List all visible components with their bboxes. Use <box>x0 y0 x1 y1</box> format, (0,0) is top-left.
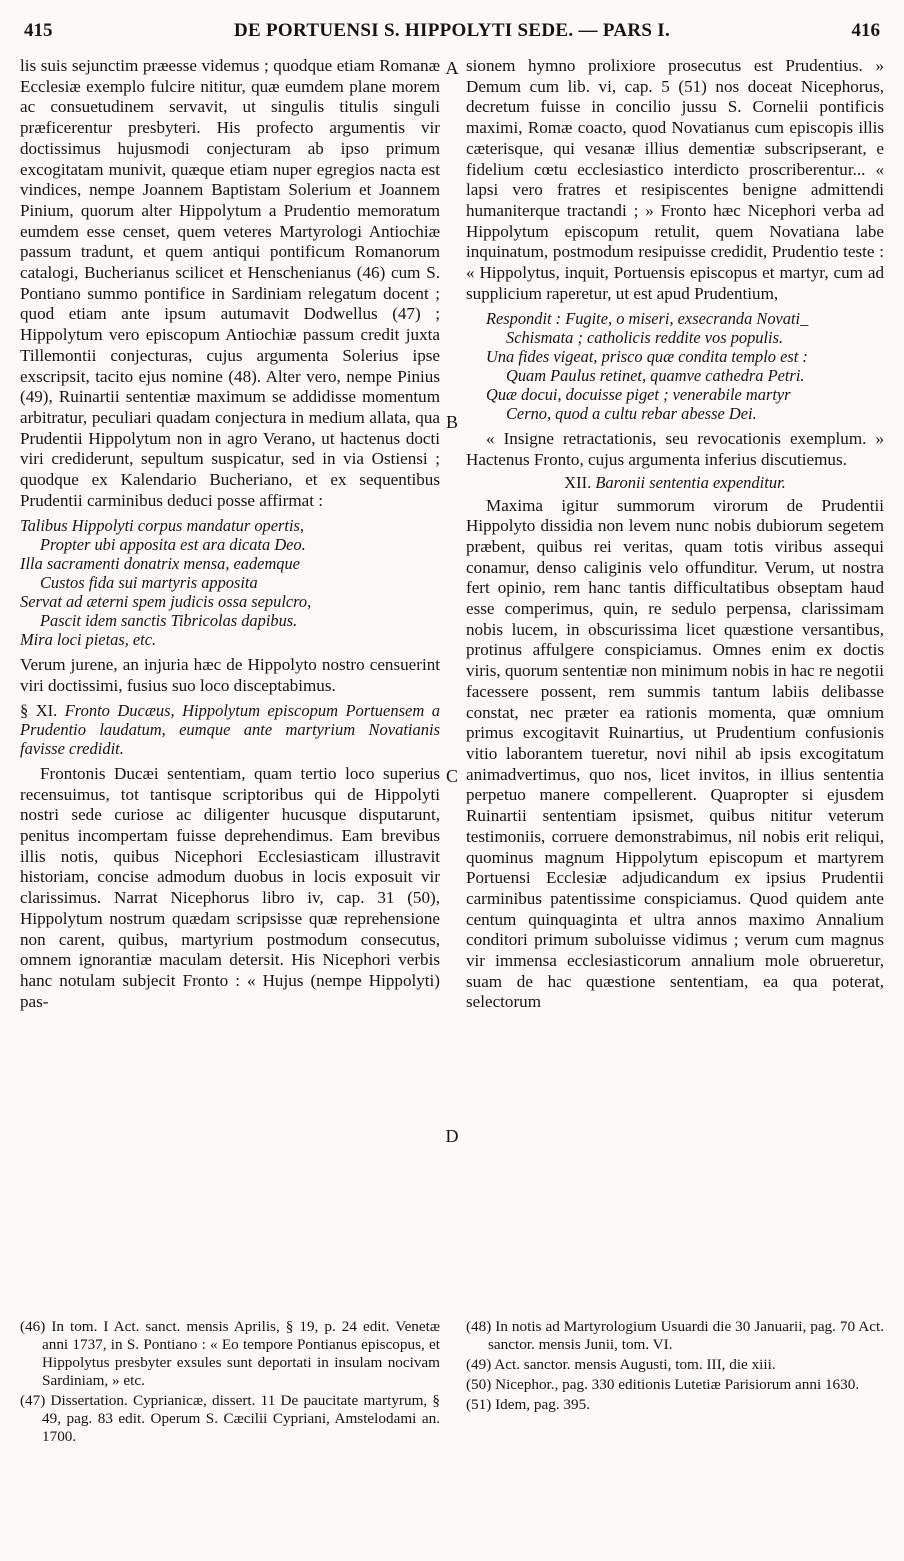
right-paragraph-3: Maxima igitur summorum virorum de Prudentii Hippolyto dissidia non levem nunc nobis dubiorum segetem præbent, quibus rei veritas, quam totis viribus assequi conamur, denso caliginis velo offunditur. Verum, ut nostra fert opinio, rem hanc tantis difficultatibus obseptam haud esse comperimus, quin, re sedulo perpensa, clarissimam nobis lucem, in obscurissima licet quæstione versantibus, protinus affulgere conspiciamus. Omnes enim ex doctis viris, quorum sententiæ non minimum nobis in hac re negotii facessere possent, rem summis tantum labiis delibasse constat, nec præter ea rationis momenta, quæ omnium primus excogitavit Ruinartius, ut Prudentium confusionis vitio laborantem tueretur, novi nihil ab ipsis excogitatum animadvertimus, quo nos, licet invitos, in illius sententia perpetuo manere compellerent. Quapropter si ejusdem Ruinartii sententiam ipsismet, quibus nititur veterum testimoniis, corruere demonstrabimus, nil nobis erit reliqui, quominus magnum Hippolytum episcopum et martyrem Portuensi Ecclesiæ adjudicandum ex ipsius Prudentii carminibus patentissime conspiciamus. Quod quidem ante centum quinquaginta et ultra annos maximo Annalium conditori primum suboluisse vidimus ; verum cum magnus vir immensa ecclesiasticorum annalium mole obrueretur, suam de hac quæstione sententiam, ea qua poterat, selectorum <box>466 495 884 1012</box>
left-paragraph-2: Verum jurene, an injuria hæc de Hippolyto nostro censuerint viri doctissimi, fusius suo loco disceptabimus. <box>20 655 440 696</box>
verse-line: Quæ docui, docuisse piget ; venerabile martyr <box>486 385 791 405</box>
verse-line: Custos fida sui martyris apposita <box>40 573 258 593</box>
footnote-50: (50) Nicephor., pag. 330 editionis Lutetiæ Parisiorum anni 1630. <box>466 1376 860 1393</box>
margin-letter-a: A <box>445 58 459 78</box>
section-title: Fronto Ducæus, Hippolytum episcopum Portuensem a Prudentio laudatum, eumque ante martyrium Novatianis favisse credidit. <box>20 700 440 758</box>
footnote-51: (51) Idem, pag. 395. <box>466 1396 590 1413</box>
left-verse-block <box>20 516 440 649</box>
verse-line: Quam Paulus retinet, quamve cathedra Petri. <box>506 366 805 386</box>
right-paragraph-2: « Insigne retractationis, seu revocationis exemplum. » Hactenus Fronto, cujus argumenta inferius discutiemus. <box>466 429 884 470</box>
section-title: Baronii sententia expenditur. <box>595 472 786 492</box>
footnote-48: (48) In notis ad Martyrologium Usuardi die 30 Januarii, pag. 70 Act. sanctor. mensis Junii, tom. VI. <box>466 1318 884 1353</box>
right-paragraph-1: sionem hymno prolixiore prosecutus est Prudentius. » Demum cum lib. vi, cap. 5 (51) nos doceat Nicephorus, decretum fuisse in concilio jussu S. Cornelii pontificis maximi, Romæ coacto, quod Novatianus cum episcopis illis cæterisque, qui vesanæ illius dementiæ subscripserant, e fidelium cœtu ecclesiastico interdicto proscriberentur... « lapsi vero fratres et resipiscentes benigne admittendi humaniterque tractandi ; » Fronto hæc Nicephori verba ad Hippolytum episcopum retulit, quem Novatiana labe inquinatum, postmodum resipuisse credidit, Prudentio teste : « Hippolytus, inquit, Portuensis episcopus et martyr, cum ad supplicium raperetur, ut est apud Prudentium, <box>466 56 884 303</box>
footnotes-left <box>20 1318 440 1448</box>
verse-line: Mira loci pietas, etc. <box>20 630 157 650</box>
footnote-46: (46) In tom. I Act. sanct. mensis Aprilis, § 19, p. 24 edit. Venetæ anni 1737, in S. Pontiano : « Eo tempore Pontianus episcopus, et Hippolytus presbyter exsules sunt deportati in insulam nocivam Sardiniam, » etc. <box>20 1318 440 1389</box>
left-paragraph-1: lis suis sejunctim præesse videmus ; quodque etiam Romanæ Ecclesiæ exemplo fulcire nititur, quæ eumdem plane morem ac consuetudinem servavit, ut singulis titulis singuli præficerentur presbyteri. His profecto argumentis vir doctissimus hujusmodi conjecturam ab ipso primum excogitatam munivit, quæque etiam nuper egregios nacta est vindices, nempe Joannem Baptistam Solerium et Joannem Pinium, quorum alter Hippolytum a Prudentio memoratum eumdem esse censet, quem veteres Martyrologi Antiochiæ passum tradunt, et quem antiqui pontificum Romanorum catalogi, Bucherianus scilicet et Henschenianus (46) cum S. Pontiano summo pontifice in Sardiniam relegatum docent ; quod etiam ante ipsum autumavit Dodwellus (47) ; Hippolytum vero episcopum Antiochiæ passum credit juxta Tillemontii conjecturas, cujus argumenta Solerius ipse exscripsit, tacito ejus nomine (48). Alter vero, nempe Pinius (49), Ruinartii sententiæ maximum se addidisse momentum arbitratur, peculiari quadam conjectura in medium allata, qua Prudentii Hippolytum non in agro Verano, ut hactenus docti viri crediderunt, sepultum suspicatur, sed in via Ostiensi ; quodque ex Kalendario Bucheriano, et ex sequentibus Prudentii carminibus deduci posse affirmat : <box>20 56 440 510</box>
left-paragraph-3: Frontonis Ducæi sententiam, quam tertio loco superius recensuimus, tot tantisque scriptoribus qui de Hippolyti nostri sede curiose ac diligenter hucusque disputarunt, penitus incompertam fuisse deprehendimus. Eam brevibus illis notis, quibus Nicephori Ecclesiasticam illustravit historiam, concise admodum duobus in locis exposuit vir clarissimus. Narrat Nicephorus libro iv, cap. 31 (50), Hippolytum nostrum quædam scripsisse quæ reprehensione non carent, quibus, martyrium postmodum consecutus, omnem ignorantiæ maculam detersit. His Nicephori verbis hanc notulam subjecit Fronto : « Hujus (nempe Hippolyti) pas- <box>20 763 440 1011</box>
section-number: XII. <box>564 472 592 492</box>
verse-line: Una fides vigeat, prisco quæ condita templo est : <box>486 347 808 367</box>
footnotes-right <box>466 1318 884 1416</box>
verse-line: Illa sacramenti donatrix mensa, eademque <box>20 554 300 574</box>
verse-line: Servat ad æterni spem judicis ossa sepulcro, <box>20 592 312 612</box>
margin-letter-d: D <box>445 1126 459 1146</box>
left-column <box>20 56 440 1012</box>
verse-line: Pascit idem sanctis Tibricolas dapibus. <box>40 611 298 631</box>
page-number-left: 415 <box>24 20 53 41</box>
right-column <box>466 56 884 1013</box>
footnote-47: (47) Dissertation. Cyprianicæ, dissert. 11 De paucitate martyrum, § 49, pag. 83 edit. Operum S. Cæcilii Cypriani, Amstelodami an. 1700. <box>20 1392 440 1445</box>
running-title: DE PORTUENSI S. HIPPOLYTI SEDE. — PARS I. <box>233 20 671 41</box>
section-number: § XI. <box>20 700 58 720</box>
footnote-49: (49) Act. sanctor. mensis Augusti, tom. III, die xiii. <box>466 1356 776 1373</box>
verse-line: Propter ubi apposita est ara dicata Deo. <box>40 535 306 555</box>
verse-line: Respondit : Fugite, o miseri, exsecranda Novati_ <box>486 309 809 329</box>
verse-line: Talibus Hippolyti corpus mandatur opertis, <box>20 516 304 536</box>
verse-line: Schismata ; catholicis reddite vos populis. <box>506 328 784 348</box>
verse-line: Cerno, quod a cultu rebar abesse Dei. <box>506 404 757 424</box>
margin-letter-c: C <box>445 766 458 786</box>
section-heading-xi <box>20 701 440 758</box>
section-heading-xii <box>466 473 884 494</box>
running-header <box>24 20 880 46</box>
margin-letter-b: B <box>445 412 458 432</box>
page-number-right: 416 <box>851 20 880 41</box>
right-verse-block <box>486 309 884 423</box>
